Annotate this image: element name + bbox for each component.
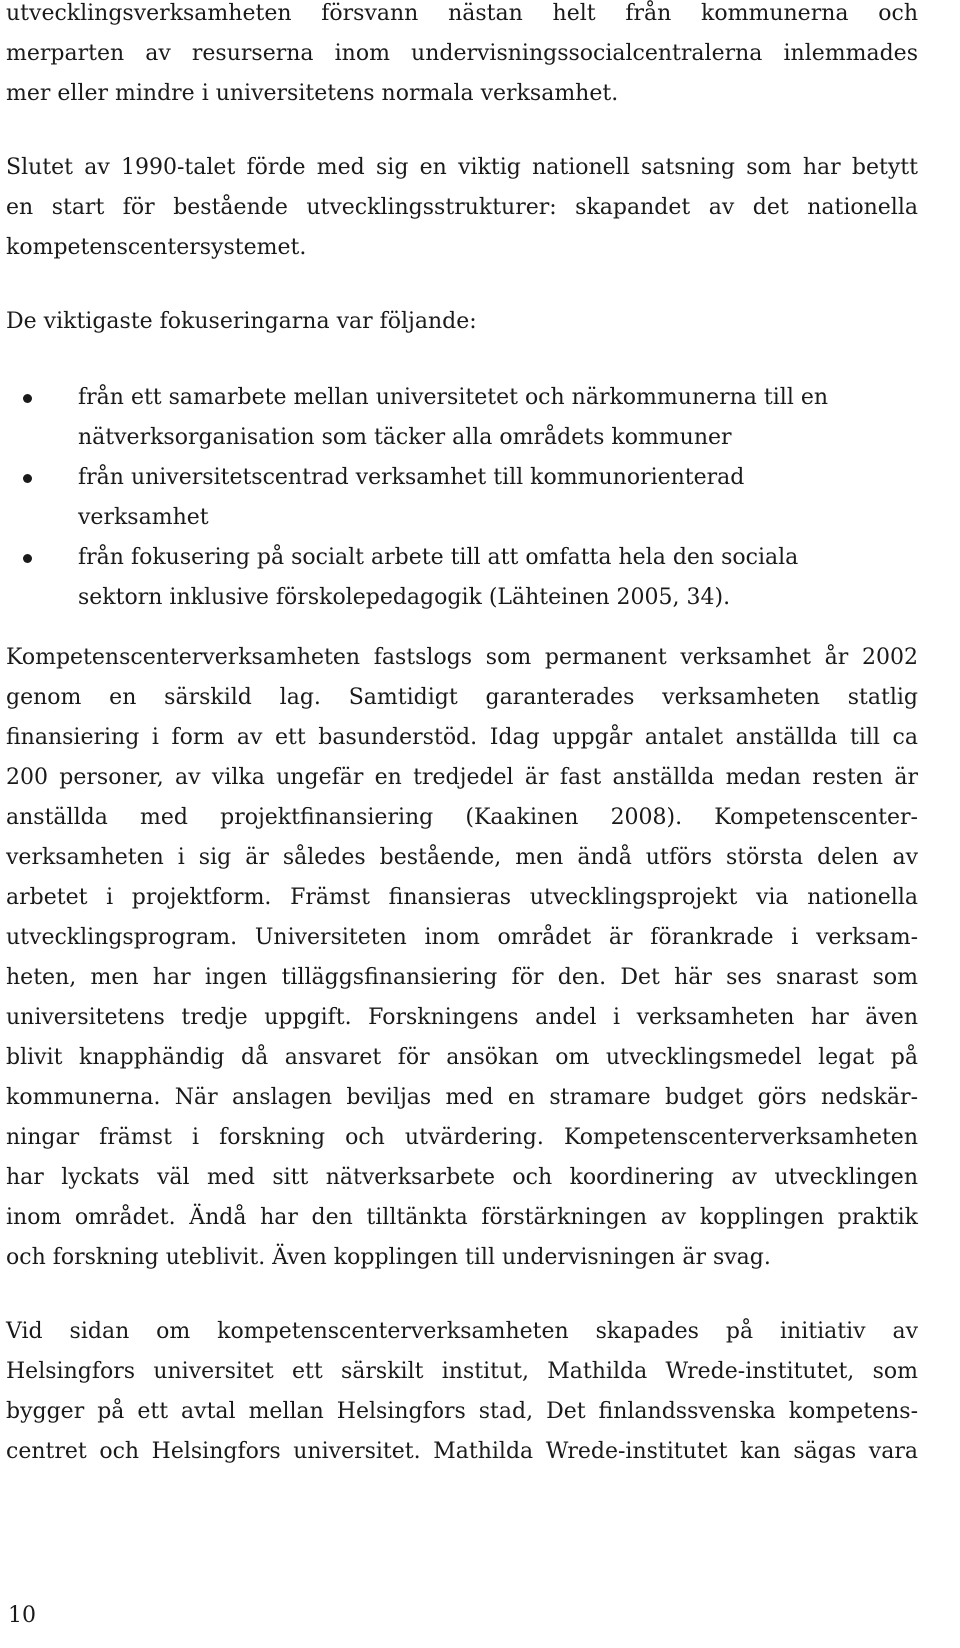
- text-line: inom området. Ändå har den tilltänkta förstärkningen av kopplingen praktik: [6, 1205, 918, 1230]
- text-line: merparten av resurserna inom undervisningssocialcentralerna inlemmades: [6, 41, 918, 66]
- paragraph-5: [6, 1312, 918, 1472]
- text-line: De viktigaste fokuseringarna var följande:: [6, 309, 477, 334]
- paragraph-3: [6, 302, 918, 342]
- bullet-text: verksamhet: [78, 505, 209, 530]
- text-line: universitetens tredje uppgift. Forskningens andel i verksamheten har även: [6, 1005, 918, 1030]
- paragraph-gap: [6, 618, 918, 638]
- bullet-text: från ett samarbete mellan universitetet och närkommunerna till en: [78, 385, 829, 410]
- bullet-item: [6, 378, 918, 458]
- document-page: [6, 0, 918, 1472]
- text-line: ningar främst i forskning och utvärdering. Kompetenscenterverksamheten: [6, 1125, 918, 1150]
- text-line: kompetenscentersystemet.: [6, 235, 307, 260]
- bullet-text: nätverksorganisation som täcker alla områdets kommuner: [78, 425, 732, 450]
- bullet-text: från universitetscentrad verksamhet till kommunorienterad: [78, 465, 745, 490]
- text-line: kommunerna. När anslagen beviljas med en stramare budget görs nedskär-: [6, 1085, 918, 1110]
- bullet-line: [6, 498, 918, 538]
- page-number: 10: [8, 1603, 36, 1628]
- text-line: utvecklingsprogram. Universiteten inom området är förankrade i verksam-: [6, 925, 918, 950]
- text-line: en start för bestående utvecklingsstrukturer: skapandet av det nationella: [6, 195, 918, 220]
- text-line: heten, men har ingen tilläggsfinansiering för den. Det här ses snarast som: [6, 965, 918, 990]
- text-line: genom en särskild lag. Samtidigt garanterades verksamheten statlig: [6, 685, 918, 710]
- paragraph-4: [6, 638, 918, 1278]
- bullet-text: från fokusering på socialt arbete till att omfatta hela den sociala: [78, 545, 799, 570]
- text-line: utvecklingsverksamheten försvann nästan helt från kommunerna och: [6, 1, 918, 26]
- bullet-item: [6, 538, 918, 618]
- text-line: och forskning uteblivit. Även kopplingen till undervisningen är svag.: [6, 1245, 771, 1270]
- text-line: bygger på ett avtal mellan Helsingfors stad, Det finlandssvenska kompetens-: [6, 1399, 918, 1424]
- paragraph-gap: [6, 342, 918, 378]
- text-line: finansiering i form av ett basunderstöd. Idag uppgår antalet anställda till ca: [6, 725, 918, 750]
- bullet-list: [6, 378, 918, 618]
- bullet-item: [6, 458, 918, 538]
- text-line: blivit knapphändig då ansvaret för ansökan om utvecklingsmedel legat på: [6, 1045, 918, 1070]
- paragraph-gap: [6, 268, 918, 302]
- bullet-icon: [23, 474, 32, 483]
- text-line: Helsingfors universitet ett särskilt institut, Mathilda Wrede-institutet, som: [6, 1359, 918, 1384]
- text-line: mer eller mindre i universitetens normala verksamhet.: [6, 81, 619, 106]
- text-line: Vid sidan om kompetenscenterverksamheten skapades på initiativ av: [6, 1319, 918, 1344]
- bullet-text: sektorn inklusive förskolepedagogik (Lähteinen 2005, 34).: [78, 585, 731, 610]
- bullet-line: [6, 538, 918, 578]
- text-line: Kompetenscenterverksamheten fastslogs som permanent verksamhet år 2002: [6, 645, 918, 670]
- paragraph-gap: [6, 1278, 918, 1312]
- text-line: arbetet i projektform. Främst finansieras utvecklingsprojekt via nationella: [6, 885, 918, 910]
- bullet-line: [6, 418, 918, 458]
- text-line: anställda med projektfinansiering (Kaakinen 2008). Kompetenscenter-: [6, 805, 918, 830]
- bullet-icon: [23, 394, 32, 403]
- bullet-icon: [23, 554, 32, 563]
- text-line: Slutet av 1990-talet förde med sig en viktig nationell satsning som har betytt: [6, 155, 918, 180]
- paragraph-2: [6, 148, 918, 268]
- paragraph-1: [6, 0, 918, 114]
- bullet-line: [6, 458, 918, 498]
- bullet-line: [6, 578, 918, 618]
- text-line: centret och Helsingfors universitet. Mathilda Wrede-institutet kan sägas vara: [6, 1439, 918, 1464]
- bullet-line: [6, 378, 918, 418]
- text-line: 200 personer, av vilka ungefär en tredjedel är fast anställda medan resten är: [6, 765, 918, 790]
- text-line: verksamheten i sig är således bestående, men ändå utförs största delen av: [6, 845, 918, 870]
- paragraph-gap: [6, 114, 918, 148]
- text-line: har lyckats väl med sitt nätverksarbete och koordinering av utvecklingen: [6, 1165, 918, 1190]
